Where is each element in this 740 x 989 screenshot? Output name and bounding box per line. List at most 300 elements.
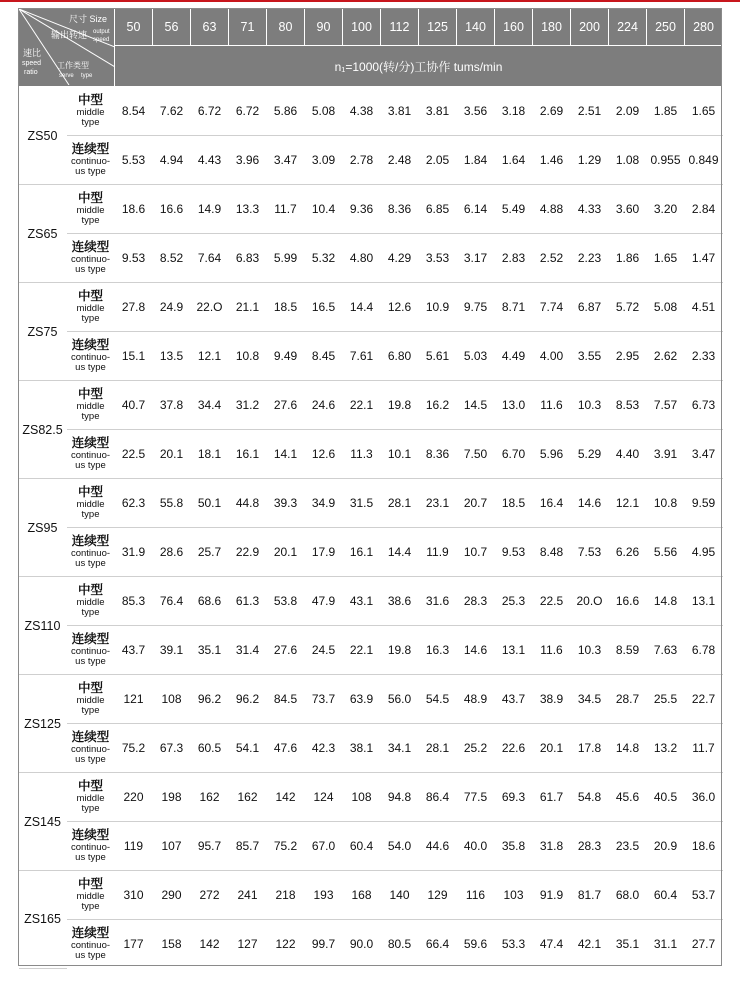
type-label-cn: 中型	[77, 387, 103, 402]
continuous-type-row	[19, 234, 723, 283]
ratio-value-cell: 35.1	[615, 937, 640, 951]
size-header-cell: 140	[457, 9, 495, 46]
corner-speed-label-en1: output	[93, 29, 110, 35]
type-label-en: type	[81, 410, 100, 422]
middle-type-row	[19, 185, 723, 234]
size-header-cell: 63	[191, 9, 229, 46]
ratio-value-cell: 4.94	[153, 136, 191, 185]
ratio-value-cell: 14.4	[381, 528, 419, 577]
ratio-value-cell: 77.5	[457, 773, 495, 822]
type-label-en: continuo-	[70, 155, 111, 167]
ratio-value-cell: 27.6	[267, 381, 305, 430]
ratio-value-cell: 19.8	[381, 381, 419, 430]
ratio-value-cell: 23.5	[609, 822, 647, 871]
type-label-en: middle	[76, 400, 105, 412]
ratio-value-cell: 25.7	[191, 528, 229, 577]
type-label-en: middle	[76, 302, 105, 314]
ratio-value-cell: 1.46	[533, 136, 571, 185]
ratio-value-cell: 177	[123, 937, 144, 951]
ratio-value-cell: 10.4	[305, 185, 343, 234]
ratio-value-cell: 5.53	[115, 136, 153, 185]
middle-type-row	[19, 479, 723, 528]
ratio-value-cell: 6.83	[229, 234, 267, 283]
model-name-cell: ZS50	[19, 87, 67, 185]
type-label-cell	[67, 675, 115, 724]
ratio-value-cell: 127	[237, 937, 258, 951]
ratio-value-cell: 22.5	[115, 430, 153, 479]
model-name-cell: ZS95	[19, 479, 67, 577]
ratio-value-cell: 198	[153, 773, 191, 822]
ratio-value-cell: 3.17	[457, 234, 495, 283]
ratio-value-cell: 5.03	[457, 332, 495, 381]
ratio-value-cell: 8.54	[115, 87, 153, 136]
model-name-cell: ZS145	[19, 773, 67, 871]
continuous-type-row	[19, 528, 723, 577]
speed-note-cell: n₁=1000(转/分)工协作 tums/min	[115, 46, 723, 87]
ratio-value-cell: 22.9	[229, 528, 267, 577]
corner-size-label: 尺寸 Size	[69, 14, 108, 24]
ratio-value-cell: 9.75	[457, 283, 495, 332]
ratio-value-cell: 17.8	[571, 724, 609, 773]
model-name-cell: ZS65	[19, 185, 67, 283]
type-label-en: type	[81, 214, 100, 226]
middle-type-row	[19, 381, 723, 430]
ratio-value-cell: 16.5	[305, 283, 343, 332]
ratio-value-cell: 4.29	[381, 234, 419, 283]
ratio-value-cell: 3.56	[457, 87, 495, 136]
ratio-value-cell: 5.56	[647, 528, 685, 577]
corner-speed-label-en2: speed	[93, 37, 110, 43]
ratio-value-cell: 24.5	[305, 626, 343, 675]
ratio-value-cell: 3.53	[419, 234, 457, 283]
ratio-value-cell: 60.4	[647, 871, 685, 920]
ratio-value-cell: 45.6	[609, 773, 647, 822]
ratio-value-cell: 4.95	[685, 528, 723, 577]
ratio-value-cell: 24.6	[305, 381, 343, 430]
ratio-value-cell: 14.8	[647, 577, 685, 626]
ratio-value-cell: 7.74	[533, 283, 571, 332]
ratio-value-cell: 47.6	[267, 724, 305, 773]
ratio-value-cell: 25.2	[457, 724, 495, 773]
continuous-type-row	[19, 822, 723, 871]
ratio-value-cell: 18.1	[191, 430, 229, 479]
type-label-cn: 中型	[77, 485, 103, 500]
middle-type-row	[19, 283, 723, 332]
ratio-value-cell: 8.48	[533, 528, 571, 577]
ratio-value-cell: 27.7	[691, 937, 716, 951]
type-label-en: continuo-	[70, 351, 111, 363]
type-label-cell	[67, 773, 115, 822]
ratio-value-cell: 47.9	[305, 577, 343, 626]
ratio-value-cell: 8.36	[381, 185, 419, 234]
continuous-type-row	[19, 920, 723, 969]
ratio-value-cell: 37.8	[153, 381, 191, 430]
type-label-en: us type	[75, 361, 106, 373]
ratio-value-cell: 1.64	[495, 136, 533, 185]
ratio-table-wrapper	[18, 8, 722, 969]
ratio-value-cell: 38.9	[533, 675, 571, 724]
type-label-cell	[67, 332, 115, 381]
ratio-value-cell: 9.36	[343, 185, 381, 234]
ratio-value-cell: 10.3	[571, 626, 609, 675]
type-label-en: type	[81, 900, 100, 912]
ratio-value-cell: 5.49	[495, 185, 533, 234]
model-name-cell: ZS165	[19, 871, 67, 969]
type-label-en: continuo-	[70, 645, 111, 657]
ratio-value-cell: 14.5	[457, 381, 495, 430]
ratio-value-cell: 16.3	[419, 626, 457, 675]
ratio-value-cell: 10.9	[419, 283, 457, 332]
ratio-value-cell: 7.61	[343, 332, 381, 381]
type-label-en: us type	[75, 165, 106, 177]
ratio-value-cell: 7.63	[647, 626, 685, 675]
ratio-value-cell: 12.6	[305, 430, 343, 479]
ratio-value-cell: 35.8	[495, 822, 533, 871]
ratio-value-cell: 27.6	[267, 626, 305, 675]
type-label-cell	[67, 87, 115, 136]
ratio-value-cell: 8.53	[609, 381, 647, 430]
type-label-en: us type	[75, 851, 106, 863]
ratio-value-cell: 60.4	[343, 822, 381, 871]
ratio-value-cell: 38.6	[381, 577, 419, 626]
continuous-type-row	[19, 626, 723, 675]
ratio-value-cell: 5.29	[571, 430, 609, 479]
ratio-value-cell: 2.78	[343, 136, 381, 185]
ratio-value-cell: 28.3	[457, 577, 495, 626]
ratio-value-cell: 75.2	[115, 724, 153, 773]
ratio-value-cell: 129	[419, 871, 457, 920]
type-label-en: middle	[76, 498, 105, 510]
type-label-cell	[67, 234, 115, 283]
ratio-value-cell: 1.08	[609, 136, 647, 185]
type-label-cn: 中型	[77, 93, 103, 108]
ratio-value-cell: 13.2	[647, 724, 685, 773]
ratio-value-cell: 62.3	[115, 479, 153, 528]
type-label-en: middle	[76, 694, 105, 706]
ratio-value-cell: 162	[229, 773, 267, 822]
type-label-cn: 连续型	[71, 142, 110, 157]
ratio-value-cell: 54.1	[229, 724, 267, 773]
ratio-value-cell: 18.6	[685, 822, 723, 871]
type-label-en: continuo-	[70, 449, 111, 461]
ratio-value-cell: 76.4	[153, 577, 191, 626]
ratio-value-cell: 14.6	[457, 626, 495, 675]
type-label-cell	[67, 626, 115, 675]
ratio-value-cell: 27.8	[115, 283, 153, 332]
ratio-value-cell: 1.85	[647, 87, 685, 136]
ratio-value-cell: 90.0	[349, 937, 374, 951]
type-label-cn: 中型	[77, 681, 103, 696]
ratio-value-cell: 25.3	[495, 577, 533, 626]
corner-type-label-en1: serve	[59, 73, 74, 79]
ratio-value-cell: 6.73	[685, 381, 723, 430]
ratio-value-cell: 12.6	[381, 283, 419, 332]
size-header-cell: 90	[305, 9, 343, 46]
ratio-value-cell: 1.84	[457, 136, 495, 185]
type-label-cell	[67, 479, 115, 528]
ratio-value-cell: 1.29	[571, 136, 609, 185]
type-label-en: continuo-	[70, 939, 111, 951]
ratio-value-cell: 14.8	[609, 724, 647, 773]
middle-type-row	[19, 577, 723, 626]
ratio-value-cell: 96.2	[229, 675, 267, 724]
ratio-value-cell: 9.59	[685, 479, 723, 528]
size-header-row	[19, 9, 723, 46]
ratio-value-cell: 31.6	[419, 577, 457, 626]
ratio-value-cell: 44.8	[229, 479, 267, 528]
ratio-value-cell: 7.62	[153, 87, 191, 136]
ratio-value-cell: 67.0	[305, 822, 343, 871]
ratio-value-cell: 3.18	[495, 87, 533, 136]
ratio-value-cell: 68.0	[609, 871, 647, 920]
type-label-en: us type	[75, 949, 106, 961]
ratio-value-cell: 9.53	[115, 234, 153, 283]
ratio-value-cell: 42.3	[305, 724, 343, 773]
ratio-value-cell: 162	[191, 773, 229, 822]
speed-note-row	[19, 46, 723, 87]
ratio-value-cell: 50.1	[191, 479, 229, 528]
ratio-value-cell: 60.5	[191, 724, 229, 773]
ratio-value-cell: 18.5	[267, 283, 305, 332]
ratio-value-cell: 4.51	[685, 283, 723, 332]
ratio-value-cell: 6.87	[571, 283, 609, 332]
ratio-value-cell: 5.32	[305, 234, 343, 283]
ratio-value-cell: 12.1	[609, 479, 647, 528]
ratio-value-cell: 1.47	[685, 234, 723, 283]
ratio-value-cell: 122	[275, 937, 296, 951]
type-label-en: type	[81, 312, 100, 324]
size-header-cell: 280	[685, 9, 723, 46]
continuous-type-row	[19, 332, 723, 381]
ratio-value-cell: 34.4	[191, 381, 229, 430]
ratio-value-cell: 40.0	[457, 822, 495, 871]
ratio-value-cell: 66.4	[425, 937, 450, 951]
type-label-cn: 连续型	[71, 926, 110, 941]
type-label-cell	[67, 283, 115, 332]
ratio-value-cell: 53.3	[501, 937, 526, 951]
type-label-cell	[67, 430, 115, 479]
ratio-value-cell: 99.7	[311, 937, 336, 951]
ratio-value-cell: 1.86	[609, 234, 647, 283]
ratio-value-cell: 3.81	[381, 87, 419, 136]
type-label-cn: 连续型	[71, 338, 110, 353]
ratio-value-cell: 69.3	[495, 773, 533, 822]
ratio-value-cell: 61.7	[533, 773, 571, 822]
type-label-cell	[67, 822, 115, 871]
ratio-value-cell: 4.00	[533, 332, 571, 381]
type-label-cell	[67, 724, 115, 773]
ratio-value-cell: 2.52	[533, 234, 571, 283]
ratio-value-cell: 5.86	[267, 87, 305, 136]
type-label-en: continuo-	[70, 547, 111, 559]
ratio-value-cell: 116	[457, 871, 495, 920]
ratio-value-cell: 20.1	[267, 528, 305, 577]
ratio-value-cell: 4.40	[609, 430, 647, 479]
corner-ratio-label-en1: speed	[22, 60, 42, 67]
table-header	[19, 9, 723, 87]
type-label-en: middle	[76, 106, 105, 118]
ratio-value-cell: 16.2	[419, 381, 457, 430]
size-header-cell: 224	[609, 9, 647, 46]
ratio-value-cell: 2.33	[685, 332, 723, 381]
ratio-value-cell: 38.1	[343, 724, 381, 773]
type-label-cell	[67, 381, 115, 430]
size-header-cell: 125	[419, 9, 457, 46]
ratio-value-cell: 28.1	[419, 724, 457, 773]
ratio-value-cell: 16.6	[153, 185, 191, 234]
ratio-value-cell: 9.49	[267, 332, 305, 381]
ratio-value-cell: 81.7	[571, 871, 609, 920]
ratio-value-cell: 16.4	[533, 479, 571, 528]
ratio-value-cell: 2.84	[685, 185, 723, 234]
ratio-value-cell: 55.8	[153, 479, 191, 528]
ratio-value-cell: 31.8	[533, 822, 571, 871]
ratio-value-cell: 14.6	[571, 479, 609, 528]
ratio-value-cell: 75.2	[267, 822, 305, 871]
ratio-value-cell: 56.0	[381, 675, 419, 724]
ratio-value-cell: 11.3	[343, 430, 381, 479]
ratio-value-cell: 140	[381, 871, 419, 920]
ratio-value-cell: 8.52	[153, 234, 191, 283]
ratio-value-cell: 0.955	[647, 136, 685, 185]
ratio-value-cell: 36.0	[685, 773, 723, 822]
ratio-value-cell: 23.1	[419, 479, 457, 528]
ratio-value-cell: 15.1	[115, 332, 153, 381]
ratio-value-cell: 3.47	[685, 430, 723, 479]
ratio-value-cell: 6.26	[609, 528, 647, 577]
ratio-value-cell: 8.59	[609, 626, 647, 675]
type-label-en: continuo-	[70, 253, 111, 265]
ratio-value-cell: 6.80	[381, 332, 419, 381]
model-name-cell: ZS125	[19, 675, 67, 773]
type-label-en: type	[81, 802, 100, 814]
ratio-value-cell: 13.3	[229, 185, 267, 234]
ratio-value-cell: 21.1	[229, 283, 267, 332]
ratio-value-cell: 241	[229, 871, 267, 920]
ratio-value-cell: 272	[191, 871, 229, 920]
ratio-value-cell: 48.9	[457, 675, 495, 724]
ratio-value-cell: 40.5	[647, 773, 685, 822]
type-label-cell	[67, 871, 115, 920]
ratio-value-cell: 7.64	[191, 234, 229, 283]
size-header-cell: 56	[153, 9, 191, 46]
type-label-cn: 中型	[77, 289, 103, 304]
ratio-value-cell: 4.80	[343, 234, 381, 283]
ratio-value-cell: 25.5	[647, 675, 685, 724]
size-header-cell: 112	[381, 9, 419, 46]
ratio-value-cell: 53.7	[685, 871, 723, 920]
ratio-value-cell: 5.96	[533, 430, 571, 479]
ratio-value-cell: 63.9	[343, 675, 381, 724]
ratio-value-cell: 103	[495, 871, 533, 920]
ratio-value-cell: 5.72	[609, 283, 647, 332]
ratio-value-cell: 54.8	[571, 773, 609, 822]
ratio-value-cell: 108	[153, 675, 191, 724]
ratio-value-cell: 28.1	[381, 479, 419, 528]
ratio-value-cell: 193	[305, 871, 343, 920]
ratio-value-cell: 5.08	[647, 283, 685, 332]
ratio-value-cell: 2.23	[571, 234, 609, 283]
ratio-value-cell: 24.9	[153, 283, 191, 332]
ratio-value-cell: 8.71	[495, 283, 533, 332]
ratio-value-cell: 42.1	[577, 937, 602, 951]
ratio-value-cell: 39.1	[153, 626, 191, 675]
type-label-cn: 连续型	[71, 534, 110, 549]
type-label-cn: 中型	[77, 191, 103, 206]
middle-type-row	[19, 87, 723, 136]
corner-ratio-label-en2: ratio	[24, 69, 38, 76]
size-header-cell: 180	[533, 9, 571, 46]
top-accent-line	[0, 0, 740, 2]
type-label-cn: 连续型	[71, 436, 110, 451]
ratio-value-cell: 2.51	[571, 87, 609, 136]
type-label-en: us type	[75, 655, 106, 667]
corner-type-label-cn: 工作类型	[57, 61, 89, 70]
ratio-value-cell: 6.72	[229, 87, 267, 136]
ratio-value-cell: 22.1	[343, 381, 381, 430]
ratio-value-cell: 31.5	[343, 479, 381, 528]
ratio-value-cell: 3.96	[229, 136, 267, 185]
ratio-value-cell: 6.14	[457, 185, 495, 234]
ratio-value-cell: 18.5	[495, 479, 533, 528]
ratio-value-cell: 10.7	[457, 528, 495, 577]
size-header-cell: 50	[115, 9, 153, 46]
type-label-cell	[67, 185, 115, 234]
ratio-value-cell: 44.6	[419, 822, 457, 871]
ratio-value-cell: 13.1	[685, 577, 723, 626]
ratio-value-cell: 91.9	[533, 871, 571, 920]
middle-type-row	[19, 675, 723, 724]
ratio-value-cell: 5.61	[419, 332, 457, 381]
ratio-value-cell: 2.05	[419, 136, 457, 185]
size-header-cell: 80	[267, 9, 305, 46]
type-label-cell	[67, 528, 115, 577]
ratio-value-cell: 7.57	[647, 381, 685, 430]
ratio-value-cell: 13.1	[495, 626, 533, 675]
ratio-value-cell: 19.8	[381, 626, 419, 675]
ratio-value-cell: 10.3	[571, 381, 609, 430]
middle-type-row	[19, 773, 723, 822]
type-label-cn: 连续型	[71, 828, 110, 843]
type-label-cell	[67, 136, 115, 185]
ratio-value-cell: 6.70	[495, 430, 533, 479]
ratio-value-cell: 16.6	[609, 577, 647, 626]
type-label-cn: 连续型	[71, 730, 110, 745]
table-body	[19, 87, 723, 969]
ratio-value-cell: 61.3	[229, 577, 267, 626]
ratio-value-cell: 20.7	[457, 479, 495, 528]
type-label-en: middle	[76, 792, 105, 804]
ratio-value-cell: 68.6	[191, 577, 229, 626]
ratio-value-cell: 2.09	[609, 87, 647, 136]
ratio-value-cell: 86.4	[419, 773, 457, 822]
ratio-value-cell: 9.53	[495, 528, 533, 577]
ratio-value-cell: 84.5	[267, 675, 305, 724]
ratio-value-cell: 22.5	[533, 577, 571, 626]
type-label-cn: 连续型	[71, 632, 110, 647]
ratio-value-cell: 31.4	[229, 626, 267, 675]
type-label-en: middle	[76, 204, 105, 216]
ratio-value-cell: 11.9	[419, 528, 457, 577]
ratio-value-cell: 54.0	[381, 822, 419, 871]
size-header-cell: 100	[343, 9, 381, 46]
ratio-value-cell: 4.33	[571, 185, 609, 234]
ratio-value-cell: 16.1	[343, 528, 381, 577]
ratio-value-cell: 80.5	[387, 937, 412, 951]
ratio-value-cell: 95.7	[191, 822, 229, 871]
ratio-value-cell: 3.47	[267, 136, 305, 185]
ratio-value-cell: 73.7	[305, 675, 343, 724]
